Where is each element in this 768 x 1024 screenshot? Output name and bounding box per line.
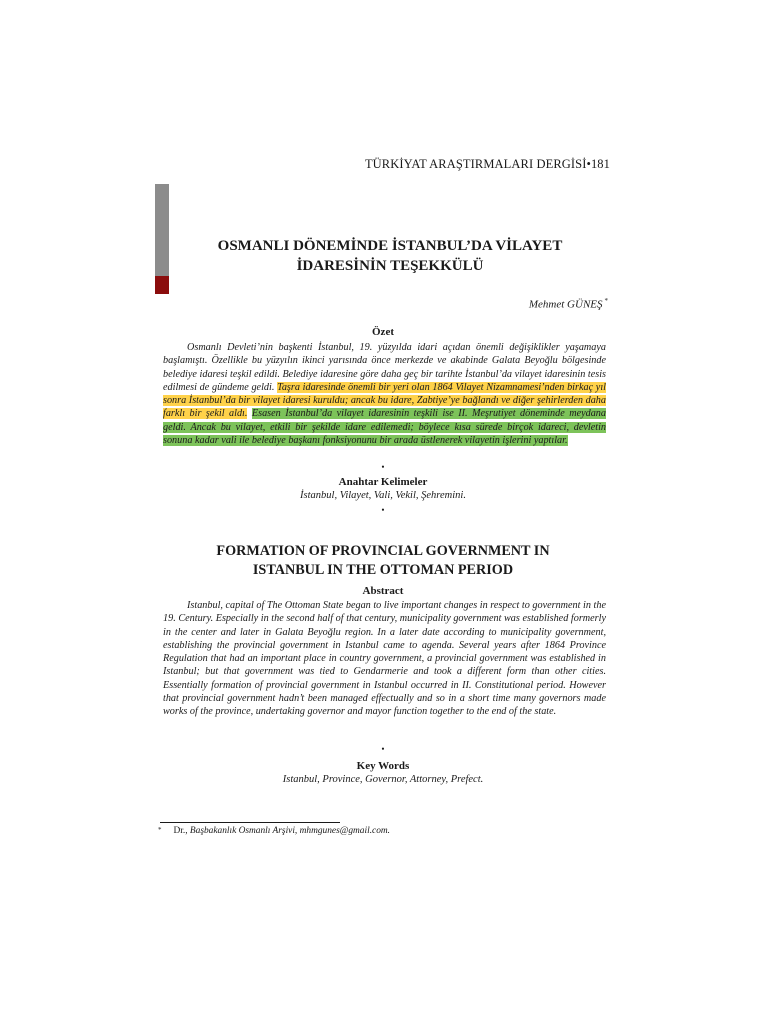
abstract-heading: Abstract	[362, 585, 404, 597]
ozet-highlight-yellow: Taşra idaresinde önemli bir yeri olan 1864 Vilayet Nizamnamesi’nden birkaç yıl sonra İstanbul’da bir vilayet idaresi kuruldu; ancak bu idare, Zabtiye’ye bağlandı ve diğer şehirlerden daha farklı bir şekil aldı.	[163, 381, 606, 420]
keywords-en-text: Istanbul, Province, Governor, Attorney, Prefect.	[282, 774, 484, 785]
ozet-heading: Özet	[372, 326, 394, 338]
footnote-mark: *	[158, 826, 162, 834]
footnote-prefix: Dr.,	[173, 826, 188, 836]
footnote	[158, 826, 390, 836]
title-tr-line2: İDARESİNİN TEŞEKKÜLÜ	[296, 258, 484, 274]
ozet-paragraph	[163, 341, 606, 447]
keywords-en-heading: Key Words	[356, 760, 410, 772]
author	[529, 297, 608, 311]
decorative-bar-red	[155, 276, 169, 294]
author-footnote-mark[interactable]: *	[604, 297, 608, 305]
keywords-tr-heading: Anahtar Kelimeler	[338, 476, 428, 488]
article-title-english	[160, 542, 606, 580]
title-en-line2: ISTANBUL IN THE OTTOMAN PERIOD	[252, 562, 514, 578]
footnote-rule	[160, 822, 340, 823]
running-header: TÜRKİYAT ARAŞTIRMALARI DERGİSİ•181	[364, 157, 610, 171]
title-tr-line1: OSMANLI DÖNEMİNDE İSTANBUL’DA VİLAYET	[217, 238, 563, 254]
separator-bullet: •	[381, 744, 385, 754]
ozet-highlight-green: Esasen İstanbul’da vilayet idaresinin teşkili ise II. Meşrutiyet döneminde meydana geldi. Ancak bu vilayet, etkili bir şekilde idare edilemedi; böylece kısa sürede birçok idareci, devletin sonuna kadar vali ile belediye başkanı fonksiyonunu bir arada üstlenerek vilayetin işlerini yaptılar.	[163, 408, 606, 447]
author-name: Mehmet GÜNEŞ	[528, 298, 603, 311]
footnote-text: Başbakanlık Osmanlı Arşivi, mhmgunes@gmail.com.	[187, 826, 391, 836]
title-en-line1: FORMATION OF PROVINCIAL GOVERNMENT IN	[216, 543, 550, 559]
article-title-turkish	[160, 236, 620, 276]
ozet-text-plain: Osmanlı Devleti’nin başkenti İstanbul, 19. yüzyılda idari açıdan önemli değişiklikler yaşamaya başlamıştı. Özellikle bu yüzyılın ikinci yarısında önce merkezde ve akabinde Galata Beyoğlu bölgesinde belediye idaresi teşkil edildi. Belediye idaresine göre daha geç bir tarihte İstanbul’da vilayet idaresinin tesis edilmesi de gündeme geldi.	[163, 342, 606, 393]
keywords-tr-text: İstanbul, Vilayet, Vali, Vekil, Şehremini.	[300, 490, 466, 501]
separator-bullet: •	[381, 462, 385, 472]
separator-bullet: •	[381, 505, 385, 515]
abstract-paragraph: Istanbul, capital of The Ottoman State began to live important changes in respect to government in the 19. Century. Especially in the second half of that century, municipality government was established formerly in the center and later in Galata Beyoğlu region. In a later date according to municipality government, establishing the provincial government in Istanbul came to agenda. Several years after 1864 Province Regulation that had an important place in country government, a provincial government was established in Istanbul; but that government was tied to Gendarmerie and took a different form than other cities. Essentially formation of provincial government in Istanbul occurred in II. Constitutional period. However that provincial government hadn’t been managed effectually and so in a short time many governors made works of the province, undertaking governor and mayor function together to the end of the state.	[163, 600, 606, 718]
